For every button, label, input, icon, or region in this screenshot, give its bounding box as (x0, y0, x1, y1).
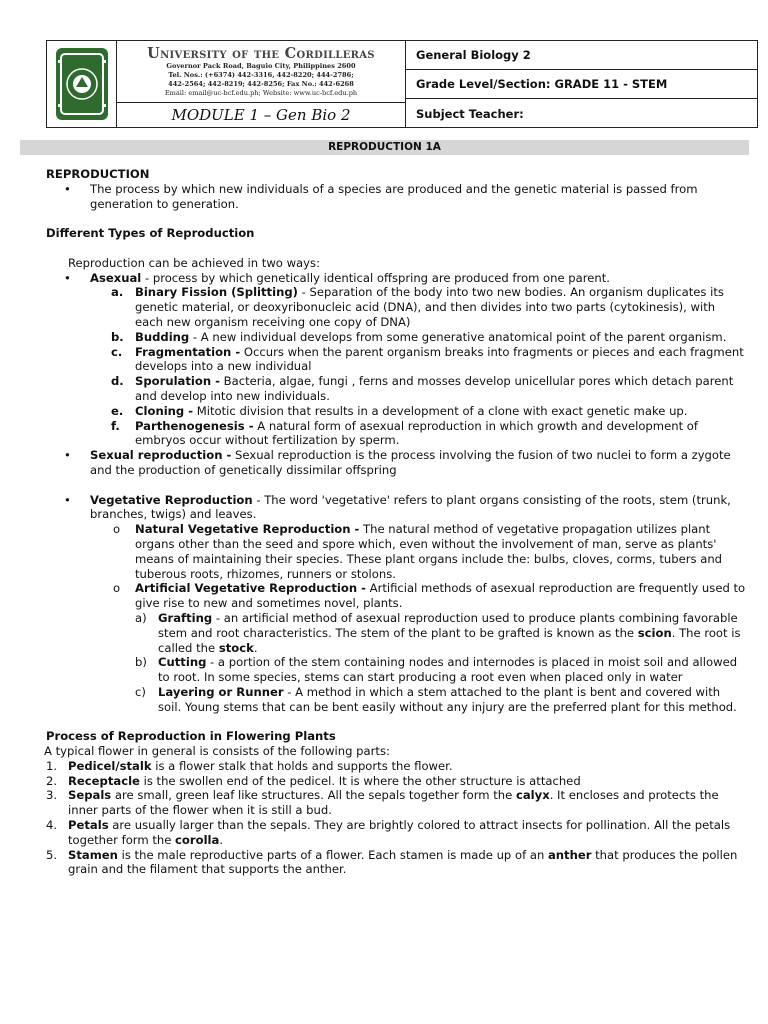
heading-types: Different Types of Reproduction (46, 226, 255, 241)
university-info (117, 41, 405, 103)
asexual-subitem: f. Parthenogenesis - A natural form of asexual reproduction in which growth and development of embryos occur without fertilization by sperm. (111, 418, 698, 448)
asexual-subitem: d. Sporulation - Bacteria, algae, fungi , ferns and mosses develop unicellular pores which detach parent and develop into new individuals. (111, 374, 734, 403)
university-name: University of the Cordilleras (147, 45, 375, 62)
heading-flowering: Process of Reproduction in Flowering Plants (46, 729, 336, 744)
bullet-icon: • (64, 448, 71, 463)
bullet-icon: • (64, 492, 71, 507)
vegetative-subitem: o Natural Vegetative Reproduction - The natural method of vegetative propagation utilizes plant organs other than the seed and spore which, even without the involvement of man, serve as plants' means of maintaining their species. These plant organs include the: bulbs, cloves, corms, tubers and tuberous roots, rhizomes, runners or stolons. (113, 522, 723, 581)
module-label: MODULE 1 – Gen Bio 2 (171, 106, 351, 124)
subject-teacher: Subject Teacher: (416, 106, 524, 121)
asexual-subitem: a. Binary Fission (Splitting) - Separation of the body into two new bodies. An organism duplicates its genetic material, or deoxyribonucleic acid (DNA), and then divides into two parts (cytokinesis), with each new organism receiving one copy of DNA) (111, 285, 724, 329)
university-address: Governor Pack Road, Baguio City, Philippines 2600 (166, 62, 356, 70)
document-body (46, 167, 746, 877)
flower-part-item: 3. Sepals are small, green leaf like structures. All the sepals together form the calyx. It encloses and protects the inner parts of the flower when it is still a bud. (46, 788, 719, 818)
artificial-subitem: b) Cutting - a portion of the stem containing nodes and internodes is placed in moist soil and allowed to root. In some species, stems can start producing a root even when placed only in water (135, 655, 738, 685)
flower-part-item: 2. Receptacle is the swollen end of the pedicel. It is where the other structure is attached (46, 773, 581, 788)
asexual-item: • Asexual - process by which genetically identical offspring are produced from one parent. (64, 270, 610, 285)
flower-part-item: 4. Petals are usually larger than the sepals. They are brightly colored to attract insects for pollination. All the petals together form the corolla. (46, 818, 731, 847)
vegetative-item: • Vegetative Reproduction - The word 'vegetative' refers to plant organs consisting of the roots, stem (trunk, branches, twigs) and leaves. (64, 492, 731, 522)
university-tel: Tel. Nos.: (+6374) 442-3316, 442-8220; 444-2786; (168, 71, 354, 79)
artificial-subitem: c) Layering or Runner - A method in which a stem attached to the plant is bent and covered with soil. Young stems that can be bent easily without any injury are the preferred plant for this method. (135, 684, 737, 714)
subject-name: General Biology 2 (406, 41, 757, 70)
section-banner: REPRODUCTION 1A (20, 140, 749, 155)
heading-reproduction: REPRODUCTION (46, 167, 150, 181)
grade-level: Grade Level/Section: GRADE 11 - STEM (406, 70, 757, 99)
header-info-column (405, 41, 757, 127)
asexual-subitem: b. Budding - A new individual develops from some generative anatomical point of the parent organism. (111, 329, 727, 344)
flower-part-item: 5. Stamen is the male reproductive parts of a flower. Each stamen is made up of an anther that produces the pollen grain and the filament that supports the anther. (46, 847, 738, 877)
university-email: Email: email@uc-bcf.edu.ph; Website: www.uc-bcf.edu.ph (164, 89, 358, 97)
artificial-subitem: a) Grafting - an artificial method of asexual reproduction used to produce plants combining favorable stem and root characteristics. The stem of the plant to be grafted is known as the scion. The root is called the stock. (135, 610, 741, 655)
flowering-intro: A typical flower in general is consists of the following parts: (44, 744, 390, 759)
sexual-item: • Sexual reproduction - Sexual reproduction is the process involving the fusion of two nuclei to form a zygote and the production of genetically dissimilar offspring (64, 448, 731, 477)
bullet-icon: • (64, 181, 71, 196)
bullet-icon: • (64, 270, 71, 285)
logo-cell (47, 41, 117, 127)
document-header (46, 40, 758, 128)
university-seal-icon (54, 46, 110, 122)
asexual-subitem: e. Cloning - Mitotic division that results in a development of a clone with exact genetic make up. (111, 403, 688, 418)
flower-part-item: 1. Pedicel/stalk is a flower stalk that holds and supports the flower. (46, 758, 453, 773)
types-intro: Reproduction can be achieved in two ways: (68, 255, 320, 270)
asexual-subitem: c. Fragmentation - Occurs when the parent organism breaks into fragments or pieces and each fragment develops into a new individual (111, 344, 744, 374)
reproduction-definition: • The process by which new individuals of a species are produced and the genetic material is passed from generation to generation. (64, 181, 698, 211)
university-tel-2: 442-2564; 442-8219; 442-8256; Fax No.: 442-6268 (168, 80, 354, 88)
vegetative-subitem: o Artificial Vegetative Reproduction - Artificial methods of asexual reproduction are frequently used to give rise to new and sometimes novel, plants. (113, 581, 746, 611)
